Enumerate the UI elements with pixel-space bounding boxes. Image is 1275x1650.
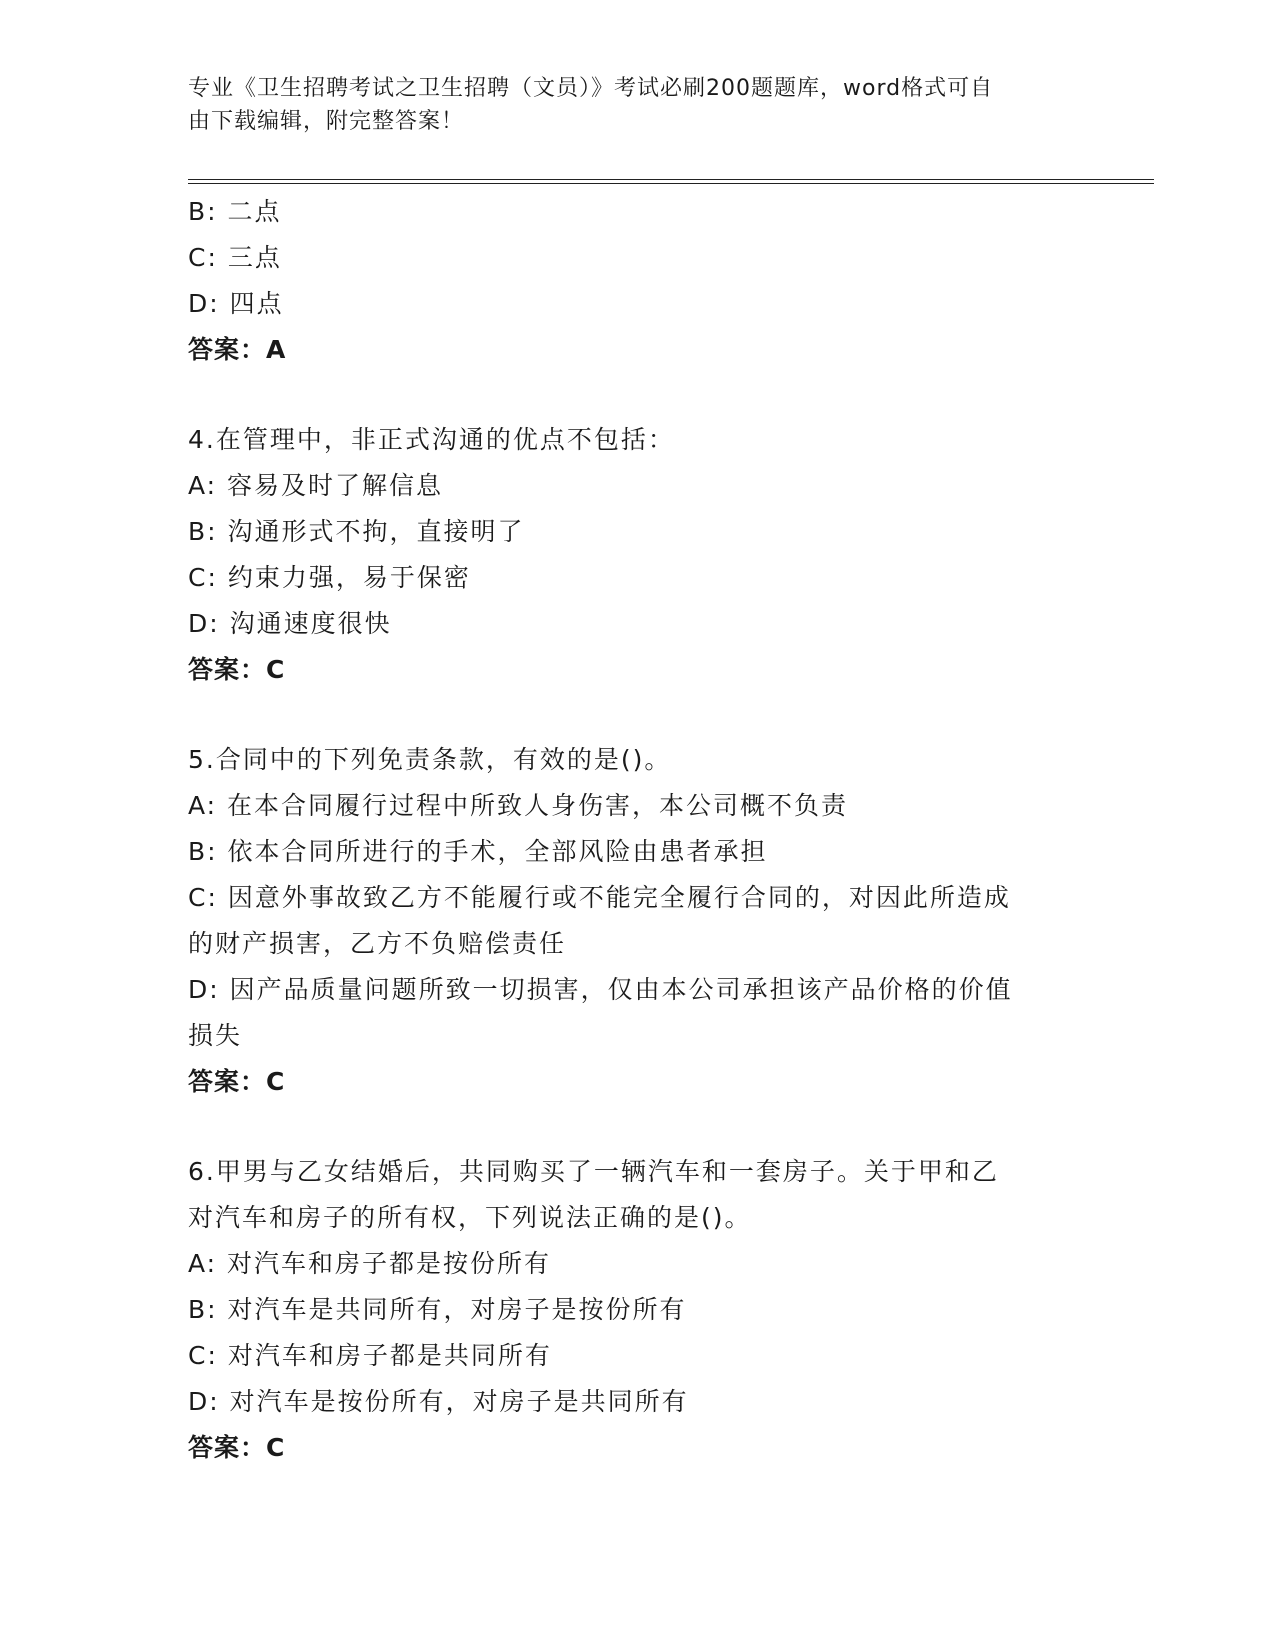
question-6-option-c: C: 对汽车和房子都是共同所有 [188,1341,552,1370]
question-5-option-b: B: 依本合同所进行的手术，全部风险由患者承担 [188,837,768,866]
question-4-option-b: B: 沟通形式不拘，直接明了 [188,517,525,546]
question-3-option-d: D: 四点 [188,289,284,318]
header-divider-bottom [188,183,1154,184]
spacer [188,1105,1088,1149]
question-5 [188,737,1088,1105]
question-6-option-d: D: 对汽车是按份所有，对房子是共同所有 [188,1387,689,1416]
question-5-option-c-line-1: C: 因意外事故致乙方不能履行或不能完全履行合同的，对因此所造成 [188,883,1011,912]
question-4-answer: 答案：C [188,655,286,684]
question-3-tail [188,189,1088,373]
question-5-option-c-line-2: 的财产损害，乙方不负赔偿责任 [188,929,567,958]
document-header [188,72,1068,138]
header-title-line-2: 由下载编辑，附完整答案！ [188,109,465,134]
spacer [188,373,1088,417]
question-5-option-a: A: 在本合同履行过程中所致人身伤害，本公司概不负责 [188,791,849,820]
question-5-option-d-line-2: 损失 [188,1021,243,1050]
question-3-option-b: B: 二点 [188,197,282,226]
question-4-option-c: C: 约束力强，易于保密 [188,563,471,592]
header-title-line-1: 专业《卫生招聘考试之卫生招聘（文员）》考试必刷200题题库，word格式可自 [188,76,994,101]
question-6-stem-line-2: 对汽车和房子的所有权，下列说法正确的是()。 [188,1203,752,1232]
question-3-answer: 答案：A [188,335,287,364]
question-4-stem: 4.在管理中，非正式沟通的优点不包括： [188,425,675,454]
header-divider-top [188,179,1154,180]
question-4-option-a: A: 容易及时了解信息 [188,471,444,500]
question-3-option-c: C: 三点 [188,243,282,272]
question-5-answer: 答案：C [188,1067,286,1096]
question-6-answer: 答案：C [188,1433,286,1462]
question-4 [188,417,1088,693]
question-5-option-d-line-1: D: 因产品质量问题所致一切损害，仅由本公司承担该产品价格的价值 [188,975,1013,1004]
question-4-option-d: D: 沟通速度很快 [188,609,392,638]
question-6 [188,1149,1088,1471]
question-list [188,189,1088,1471]
question-5-stem: 5.合同中的下列免责条款，有效的是()。 [188,745,672,774]
question-6-option-a: A: 对汽车和房子都是按份所有 [188,1249,552,1278]
spacer [188,693,1088,737]
question-6-stem-line-1: 6.甲男与乙女结婚后，共同购买了一辆汽车和一套房子。关于甲和乙 [188,1157,999,1186]
question-6-option-b: B: 对汽车是共同所有，对房子是按份所有 [188,1295,687,1324]
